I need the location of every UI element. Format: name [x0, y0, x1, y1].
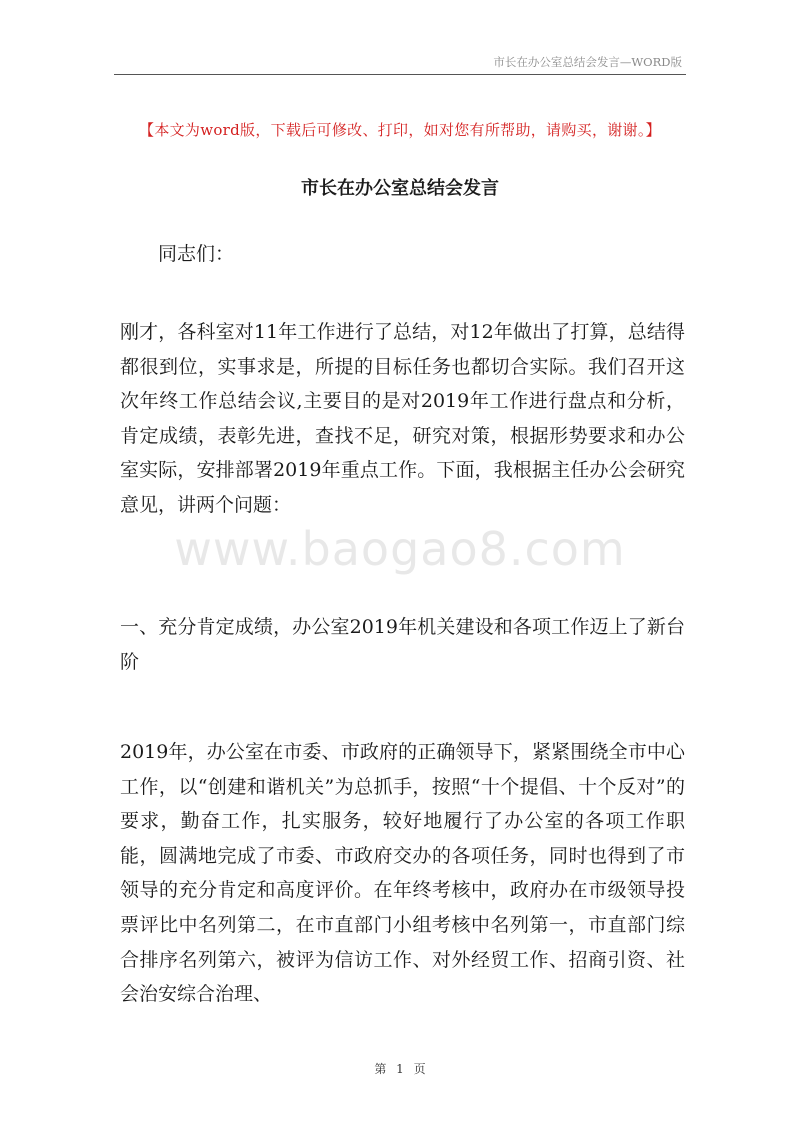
header-divider [114, 74, 686, 75]
footer-prefix: 第 [374, 1062, 387, 1076]
watermark-text: www.baogao8.com [174, 522, 626, 576]
section-heading-1: 一、充分肯定成绩，办公室2019年机关建设和各项工作迈上了新台阶 [120, 616, 685, 673]
document-title: 市长在办公室总结会发言 [301, 178, 499, 199]
download-notice: 【本文为word版，下载后可修改、打印，如对您有所帮助，请购买，谢谢。】 [139, 121, 661, 139]
footer-suffix: 页 [413, 1062, 426, 1076]
greeting-paragraph: 同志们： [158, 243, 235, 265]
body-paragraph-1: 刚才，各科室对11年工作进行了总结，对12年做出了打算，总结得都很到位，实事求是，所提的目标任务也都切合实际。我们召开这次年终工作总结会议,主要目的是对2019年工作进行盘点和分析，肯定成绩，表彰先进，查找不足，研究对策，根据形势要求和办公室实际，安排部署2019年重点工作。下面，我根据主任办公会研究意见，讲两个问题： [120, 321, 685, 516]
body-paragraph-2: 2019年，办公室在市委、市政府的正确领导下，紧紧围绕全市中心工作，以“创建和谐机关”为总抓手，按照“十个提倡、十个反对”的要求，勤奋工作，扎实服务，较好地履行了办公室的各项工作职能，圆满地完成了市委、市政府交办的各项任务，同时也得到了市领导的充分肯定和高度评价。在年终考核中，政府办在市级领导投票评比中名列第二，在市直部门小组考核中名列第一，市直部门综合排序名列第六，被评为信访工作、对外经贸工作、招商引资、社会治安综合治理、 [120, 741, 685, 1006]
page-footer [0, 1060, 800, 1077]
running-header-title: 市长在办公室总结会发言—WORD版 [493, 55, 682, 69]
page-number: 1 [396, 1062, 404, 1076]
